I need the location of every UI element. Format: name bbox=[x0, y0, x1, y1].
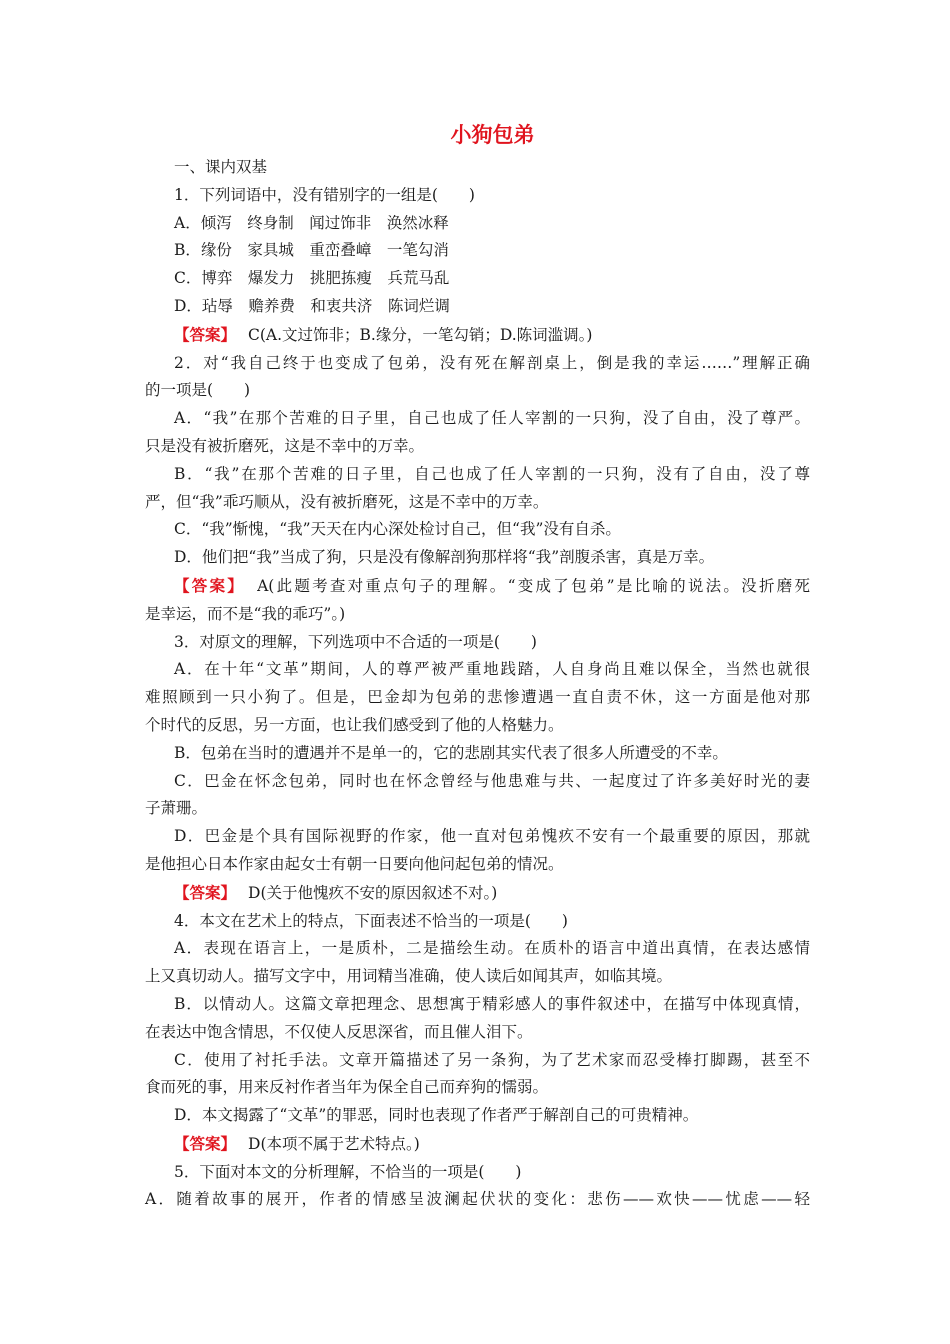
text-line: D．玷辱 赡养费 和衷共济 陈词烂调 bbox=[174, 296, 450, 315]
text-line: A．倾泻 终身制 闻过饰非 涣然冰释 bbox=[174, 213, 449, 232]
document-title: 小狗包弟 bbox=[450, 122, 535, 147]
text-line: B．缘份 家具城 重峦叠嶂 一笔勾消 bbox=[174, 241, 449, 260]
text-line: 1．下列词语中，没有错别字的一组是( ) bbox=[174, 185, 475, 204]
text-line: A．表现在语言上，一是质朴，二是描绘生动。在质朴的语言中道出真情，在表达感情 bbox=[174, 939, 810, 958]
text-line: 子萧珊。 bbox=[145, 799, 208, 818]
text-line: B．包弟在当时的遭遇并不是单一的，它的悲剧其实代表了很多人所遭受的不幸。 bbox=[174, 743, 728, 762]
answer-text: D(关于他愧疚不安的原因叙述不对。) bbox=[248, 883, 498, 902]
answer-line bbox=[145, 321, 810, 350]
text-line: 3．对原文的理解，下列选项中不合适的一项是( ) bbox=[174, 632, 537, 651]
text-line: A．随着故事的展开，作者的情感呈波澜起伏状的变化：悲伤——欢快——忧虑——轻 bbox=[145, 1190, 810, 1209]
answer-text: D(本项不属于艺术特点。) bbox=[248, 1134, 420, 1153]
text-line: 严，但“我”乖巧顺从，没有被折磨死，这是不幸中的万幸。 bbox=[145, 492, 549, 511]
text-line: 是他担心日本作家由起女士有朝一日要向他问起包弟的情况。 bbox=[145, 854, 564, 873]
text-line: 的一项是( ) bbox=[145, 381, 251, 400]
text-line: B．“我”在那个苦难的日子里，自己也成了任人宰割的一只狗，没有了自由，没了尊 bbox=[174, 464, 810, 483]
text-line: 在表达中饱含情思，不仅使人反思深省，而且催人泪下。 bbox=[145, 1022, 533, 1041]
answer-text: C(A.文过饰非；B.缘分，一笔勾销；D.陈词滥调。) bbox=[248, 325, 593, 344]
text-line: 个时代的反思，另一方面，也让我们感受到了他的人格魅力。 bbox=[145, 715, 564, 734]
text-line: 上又真切动人。描写文字中，用词精当准确，使人读后如闻其声，如临其境。 bbox=[145, 967, 673, 986]
answer-label: 【答案】 bbox=[174, 575, 246, 595]
answer-text: A(此题考查对重点句子的理解。“变成了包弟”是比喻的说法。没折磨死 bbox=[257, 576, 810, 595]
answer-line bbox=[145, 1130, 810, 1159]
text-line: A．“我”在那个苦难的日子里，自己也成了任人宰割的一只狗，没了自由，没了尊严。 bbox=[174, 409, 810, 428]
text-line: 5．下面对本文的分析理解，不恰当的一项是( ) bbox=[174, 1162, 522, 1181]
text-line: D．本文揭露了“文革”的罪恶，同时也表现了作者严于解剖自己的可贵精神。 bbox=[174, 1106, 699, 1125]
text-line: 是幸运，而不是“我的乖巧”。) bbox=[145, 604, 346, 623]
text-line: D．巴金是个具有国际视野的作家，他一直对包弟愧疚不安有一个最重要的原因，那就 bbox=[174, 827, 810, 846]
text-line: B．以情动人。这篇文章把理念、思想寓于精彩感人的事件叙述中，在描写中体现真情， bbox=[174, 994, 810, 1013]
text-line: D．他们把“我”当成了狗，只是没有像解剖狗那样将“我”剖腹杀害，真是万幸。 bbox=[174, 548, 715, 567]
answer-label: 【答案】 bbox=[174, 1133, 237, 1153]
document-page bbox=[145, 118, 810, 1214]
answer-line bbox=[145, 572, 810, 601]
text-line: 只是没有被折磨死，这是不幸中的万幸。 bbox=[145, 436, 425, 455]
section-heading: 一、课内双基 bbox=[174, 158, 268, 176]
text-line: A．在十年“文革”期间，人的尊严被严重地践踏，人自身尚且难以保全，当然也就很 bbox=[174, 660, 810, 679]
answer-label: 【答案】 bbox=[174, 882, 237, 902]
answer-label: 【答案】 bbox=[174, 324, 237, 344]
text-line: 2．对“我自己终于也变成了包弟，没有死在解剖桌上，倒是我的幸运……”理解正确 bbox=[174, 353, 810, 372]
text-line: C．“我”惭愧，“我”天天在内心深处检讨自己，但“我”没有自杀。 bbox=[174, 520, 621, 539]
text-line: 4．本文在艺术上的特点，下面表述不恰当的一项是( ) bbox=[174, 911, 568, 930]
text-line: C．巴金在怀念包弟，同时也在怀念曾经与他患难与共、一起度过了许多美好时光的妻 bbox=[174, 771, 810, 790]
text-line: C．使用了衬托手法。文章开篇描述了另一条狗，为了艺术家而忍受棒打脚踢，甚至不 bbox=[174, 1050, 810, 1069]
text-line: 难照顾到一只小狗了。但是，巴金却为包弟的悲惨遭遇一直自责不休，这一方面是他对那 bbox=[145, 688, 810, 707]
text-line: 食而死的事，用来反衬作者当年为保全自己而弃狗的懦弱。 bbox=[145, 1078, 549, 1097]
text-line: C．博弈 爆发力 挑肥拣瘦 兵荒马乱 bbox=[174, 269, 450, 288]
document-body bbox=[145, 182, 810, 1214]
answer-line bbox=[145, 879, 810, 908]
